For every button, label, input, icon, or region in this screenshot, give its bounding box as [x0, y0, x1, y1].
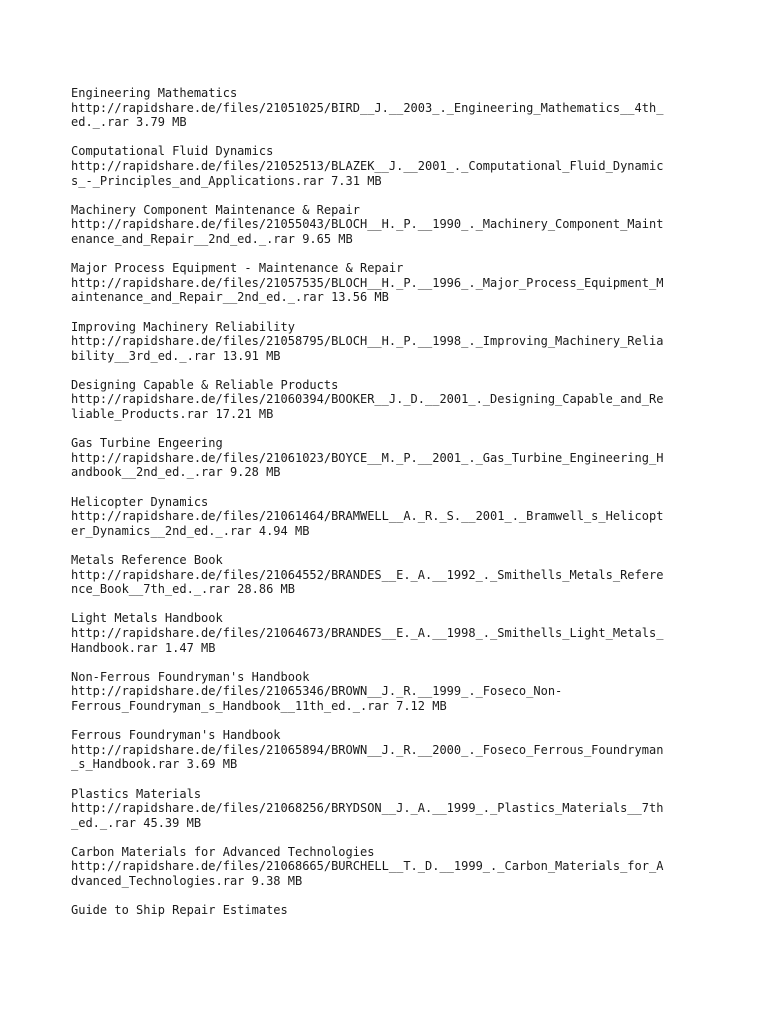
entry-title: Computational Fluid Dynamics — [71, 144, 274, 159]
entry-title: Plastics Materials — [71, 786, 202, 801]
entry-link-line: s_-_Principles_and_Applications.rar 7.31 MB — [71, 173, 382, 188]
entry-link-line: Ferrous_Foundryman_s_Handbook__11th_ed._.rar 7.12 MB — [71, 698, 447, 713]
entry-link-line: Handbook.rar 1.47 MB — [71, 640, 216, 655]
entry-link-line: liable_Products.rar 17.21 MB — [71, 407, 274, 422]
list-item — [71, 86, 701, 130]
entry-link-line: andbook__2nd_ed._.rar 9.28 MB — [71, 465, 281, 480]
entry-link-line: http://rapidshare.de/files/21068256/BRYDSON__J._A.__1999_._Plastics_Materials__7th — [71, 801, 664, 816]
entry-link-line: http://rapidshare.de/files/21055043/BLOCH__H._P.__1990_._Machinery_Component_Maint — [71, 217, 664, 232]
entry-link-line: http://rapidshare.de/files/21064552/BRANDES__E._A.__1992_._Smithells_Metals_Refere — [71, 567, 664, 582]
entry-title: Non-Ferrous Foundryman's Handbook — [71, 669, 310, 684]
list-item — [71, 203, 701, 247]
entry-link-line: _ed._.rar 45.39 MB — [71, 815, 202, 830]
list-item — [71, 845, 701, 889]
list-item — [71, 787, 701, 831]
entry-title: Metals Reference Book — [71, 553, 223, 567]
entry-title: Gas Turbine Engeering — [71, 436, 223, 451]
entry-link-line: http://rapidshare.de/files/21068665/BURCHELL__T._D.__1999_._Carbon_Materials_for_A — [71, 859, 664, 874]
entry-title: Light Metals Handbook — [71, 611, 223, 626]
entry-link-line: aintenance_and_Repair__2nd_ed._.rar 13.56 MB — [71, 290, 389, 305]
entry-link-line: nce_Book__7th_ed._.rar 28.86 MB — [71, 582, 295, 597]
entry-link-line: http://rapidshare.de/files/21057535/BLOCH__H._P.__1996_._Major_Process_Equipment_M — [71, 275, 664, 290]
list-item — [71, 553, 701, 597]
entry-title: Engineering Mathematics — [71, 86, 238, 100]
list-item — [71, 611, 701, 655]
document-page — [71, 86, 701, 932]
entry-link-line: _s_Handbook.rar 3.69 MB — [71, 757, 238, 772]
entry-link-line: bility__3rd_ed._.rar 13.91 MB — [71, 348, 281, 363]
entry-link-line: http://rapidshare.de/files/21052513/BLAZEK__J.__2001_._Computational_Fluid_Dynamic — [71, 158, 664, 173]
entry-link-line: http://rapidshare.de/files/21061023/BOYCE__M._P.__2001_._Gas_Turbine_Engineering_H — [71, 450, 664, 465]
entry-title: Ferrous Foundryman's Handbook — [71, 728, 281, 743]
entry-title: Guide to Ship Repair Estimates — [71, 903, 288, 918]
list-item — [71, 378, 701, 422]
entry-link-line: http://rapidshare.de/files/21061464/BRAMWELL__A._R._S.__2001_._Bramwell_s_Helicopt — [71, 509, 664, 524]
entry-title: Improving Machinery Reliability — [71, 319, 295, 334]
entry-link-line: er_Dynamics__2nd_ed._.rar 4.94 MB — [71, 523, 310, 538]
list-item — [71, 436, 701, 480]
entry-link-line: dvanced_Technologies.rar 9.38 MB — [71, 874, 303, 889]
entry-link-line: http://rapidshare.de/files/21065894/BROWN__J._R.__2000_._Foseco_Ferrous_Foundryman — [71, 742, 664, 757]
entry-link-line: http://rapidshare.de/files/21051025/BIRD__J.__2003_._Engineering_Mathematics__4th_ — [71, 100, 664, 115]
entry-title: Designing Capable & Reliable Products — [71, 377, 339, 392]
list-item — [71, 495, 701, 539]
list-item — [71, 903, 701, 918]
entry-link-line: http://rapidshare.de/files/21064673/BRANDES__E._A.__1998_._Smithells_Light_Metals_ — [71, 625, 664, 640]
list-item — [71, 728, 701, 772]
entry-title: Major Process Equipment - Maintenance & Repair — [71, 261, 404, 276]
entry-link-line: ed._.rar 3.79 MB — [71, 115, 187, 130]
entry-title: Carbon Materials for Advanced Technologies — [71, 844, 375, 859]
entry-title: Helicopter Dynamics — [71, 494, 209, 509]
entry-link-line: http://rapidshare.de/files/21058795/BLOCH__H._P.__1998_._Improving_Machinery_Relia — [71, 334, 664, 349]
list-item — [71, 144, 701, 188]
list-item — [71, 670, 701, 714]
entry-title: Machinery Component Maintenance & Repair — [71, 202, 360, 217]
entry-link-line: http://rapidshare.de/files/21060394/BOOKER__J._D.__2001_._Designing_Capable_and_Re — [71, 392, 664, 407]
entry-link-line: http://rapidshare.de/files/21065346/BROWN__J._R.__1999_._Foseco_Non- — [71, 684, 563, 699]
list-item — [71, 261, 701, 305]
list-item — [71, 320, 701, 364]
entry-link-line: enance_and_Repair__2nd_ed._.rar 9.65 MB — [71, 231, 353, 246]
